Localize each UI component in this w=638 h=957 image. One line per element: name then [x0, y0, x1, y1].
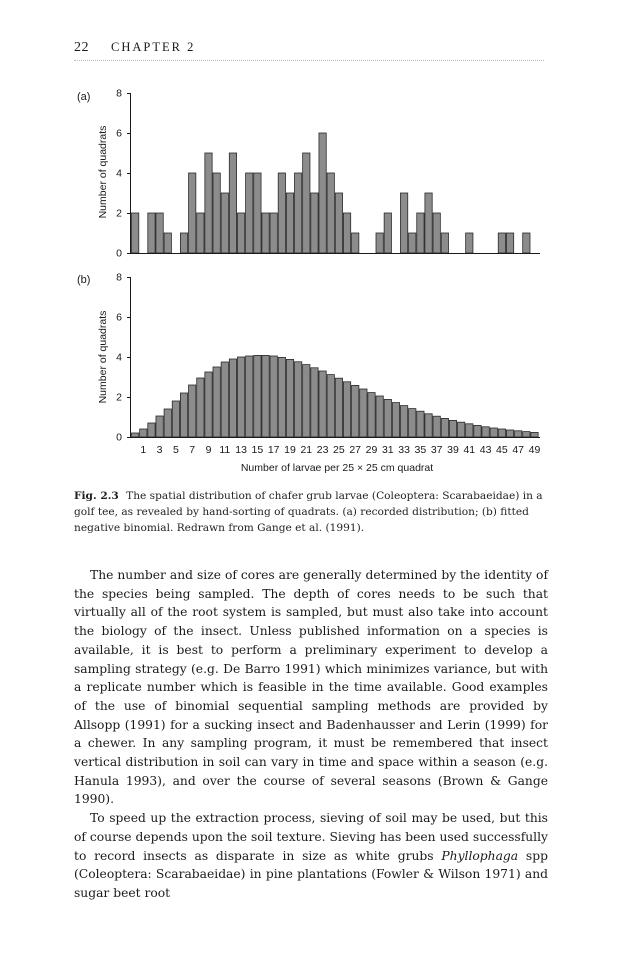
panel-a-bar [270, 213, 277, 253]
panel-a-bar [311, 193, 318, 253]
panel-b-bar [335, 378, 342, 437]
panel-b-ytick-label: 8 [116, 271, 122, 284]
panel-a-bar [189, 173, 196, 253]
panel-b-bar [213, 367, 220, 437]
panel-a-bar [221, 193, 228, 253]
panel-b-bar [449, 420, 456, 437]
panel-a-bar [343, 213, 350, 253]
panel-a-bar [237, 213, 244, 253]
panel-b-bar [482, 427, 489, 437]
panel-b-bar [376, 396, 383, 437]
panel-a-label: (a) [77, 91, 91, 103]
x-tick-label: 37 [430, 444, 443, 456]
panel-b-bar [172, 401, 179, 437]
panel-b-bar [425, 414, 432, 437]
panel-a-bar [254, 173, 261, 253]
panel-b-bar [148, 423, 155, 437]
x-tick-label: 5 [172, 444, 179, 456]
panel-a-bar [164, 233, 171, 253]
panel-b-bar [417, 411, 424, 437]
panel-b-bar [311, 368, 318, 437]
panel-a-bar [498, 233, 505, 253]
x-tick-label: 9 [205, 444, 212, 456]
panel-b-ytick-label: 4 [116, 351, 122, 364]
x-tick-label: 13 [235, 444, 247, 456]
caption-label: Fig. 2.3 [74, 490, 119, 502]
panel-a-bar [466, 233, 473, 253]
panel-b-bar [270, 356, 277, 437]
panel-b-bar [400, 406, 407, 437]
panel-b-bar [466, 424, 473, 437]
panel-b-bar [523, 432, 530, 437]
chapter-title: CHAPTER 2 [111, 40, 196, 54]
x-tick-label: 45 [496, 444, 508, 456]
x-tick-label: 7 [189, 444, 196, 456]
panel-b-bar [327, 375, 334, 437]
panel-a-bar [246, 173, 253, 253]
x-tick-label: 25 [333, 444, 345, 456]
panel-b-bar [164, 409, 171, 437]
panel-a-bar [213, 173, 220, 253]
caption-text: The spatial distribution of chafer grub larvae (Coleoptera: Scarabaeidae) in a golf tee, as revealed by hand-sorting of quadrats. (a) recorded distribution; (b) fitted negative binomial. Redrawn from Gange et al. (1991). [74, 490, 543, 534]
panel-b-bar [515, 431, 522, 437]
x-tick-label: 27 [349, 444, 362, 456]
panel-a-ytick-label: 4 [116, 167, 122, 180]
panel-a-bar [417, 213, 424, 253]
panel-b-bar [498, 429, 505, 437]
panel-a-bar [180, 233, 187, 253]
panel-a-bar [278, 173, 285, 253]
x-tick-label: 15 [251, 444, 264, 456]
panel-b-bar [409, 409, 416, 437]
panel-b-bar [490, 428, 497, 437]
x-tick-label: 21 [300, 444, 313, 456]
panel-b-bar [237, 357, 244, 437]
panel-a-bar [352, 233, 359, 253]
panel-b-ytick-label: 2 [116, 391, 122, 404]
x-tick-label: 41 [463, 444, 476, 456]
panel-b-bar [531, 432, 538, 437]
panel-b-bar [254, 355, 261, 437]
x-tick-label: 11 [219, 444, 231, 456]
panel-b-label: (b) [77, 274, 91, 286]
paragraph-2-start: To speed up the extraction process, sieving of soil may be used, but this of course depends upon the soil texture. Sieving has been used successfully to record insects as disparate in size as white grubs [74, 811, 548, 863]
panel-b-ytick-label: 6 [116, 311, 122, 324]
paragraph-1: The number and size of cores are generally determined by the identity of the species being sampled. The depth of cores needs to be such that virtually all of the root system is sampled, but must also take into account the biology of the insect. Unless published information on a species is available, it is best to perform a preliminary experiment to develop a sampling strategy (e.g. De Barro 1991) which minimizes variance, but with a replicate number which is feasible in the time available. Good examples of the use of binomial sequential sampling methods are provided by Allsopp (1991) for a sucking insect and Badenhausser and Lerin (1999) for a chewer. In any sampling program, it must be remembered that insect vertical distribution in soil can vary in time and space within a season (e.g. Hanula 1993), and over the course of several seasons (Brown & Gange 1990). [74, 568, 548, 807]
x-tick-label: 19 [284, 444, 296, 456]
panel-b-bar [303, 365, 310, 437]
x-tick-label: 35 [414, 444, 427, 456]
x-tick-label: 23 [316, 444, 329, 456]
panel-b-bar [197, 378, 204, 437]
panel-b-ylabel: Number of quadrats [97, 310, 109, 404]
panel-b-ytick-label: 0 [116, 431, 122, 444]
panel-b-bar [229, 359, 236, 437]
panel-b-bar [360, 389, 367, 437]
panel-b-bar [205, 372, 212, 437]
panel-b-bar [458, 422, 465, 437]
page-number: 22 [74, 40, 89, 55]
panel-a-bar [197, 213, 204, 253]
x-tick-label: 31 [381, 444, 394, 456]
panel-b-bar [368, 393, 375, 437]
x-tick-label: 47 [512, 444, 525, 456]
x-tick-label: 29 [365, 444, 378, 456]
panel-b-bar [180, 393, 187, 437]
panel-a-bar [303, 153, 310, 253]
panel-b-bar [246, 356, 253, 437]
panel-a-bar [295, 173, 302, 253]
panel-a-bar [229, 153, 236, 253]
panel-b-bar [474, 425, 481, 437]
panel-a-bar [409, 233, 416, 253]
panel-b-bar [156, 416, 163, 437]
panel-b-bar [441, 418, 448, 437]
panel-a-bar [506, 233, 513, 253]
panel-b-bar [352, 385, 359, 437]
panel-a-bar [132, 213, 139, 253]
panel-a-bar [425, 193, 432, 253]
panel-a-bar [205, 153, 212, 253]
panel-b-bar [319, 371, 326, 437]
genus-name: Phyllophaga [441, 848, 519, 863]
body-text [74, 566, 548, 903]
x-tick-label: 39 [447, 444, 459, 456]
x-tick-label: 43 [479, 444, 492, 456]
x-tick-label: 3 [156, 444, 163, 456]
panel-b-bar [343, 382, 350, 437]
panel-b-bar [286, 359, 293, 437]
x-tick-label: 33 [398, 444, 410, 456]
panel-a-ytick-label: 6 [116, 127, 122, 140]
panel-a [77, 88, 540, 260]
panel-b-bar [295, 362, 302, 437]
panel-a-ytick-label: 0 [116, 247, 122, 260]
panel-a-bar [156, 213, 163, 253]
panel-b [77, 272, 540, 475]
panel-b-bar [392, 403, 399, 437]
panel-b-bar [433, 416, 440, 437]
panel-b-bar [384, 399, 391, 437]
panel-a-ytick-label: 2 [116, 207, 122, 220]
panel-a-bar [441, 233, 448, 253]
paragraph-2 [74, 809, 548, 903]
x-axis-label: Number of larvae per 25 × 25 cm quadrat [240, 462, 434, 474]
panel-a-bar [400, 193, 407, 253]
panel-a-bar [376, 233, 383, 253]
panel-a-ylabel: Number of quadrats [97, 125, 109, 219]
panel-a-bar [319, 133, 326, 253]
panel-a-bar [286, 193, 293, 253]
panel-b-bar [262, 355, 269, 437]
panel-a-bar [523, 233, 530, 253]
panel-a-bar [148, 213, 155, 253]
panel-a-bar [335, 193, 342, 253]
panel-a-ytick-label: 8 [116, 87, 122, 100]
panel-b-bar [132, 433, 139, 437]
x-tick-label: 1 [140, 444, 147, 456]
x-tick-label: 17 [267, 444, 280, 456]
figure-caption [74, 488, 548, 536]
panel-b-bar [140, 429, 147, 437]
panel-b-bar [278, 357, 285, 437]
panel-b-bar [189, 385, 196, 437]
panel-a-bar [327, 173, 334, 253]
panel-b-bar [506, 430, 513, 437]
panel-b-bar [221, 362, 228, 437]
panel-a-bar [433, 213, 440, 253]
panel-a-bar [262, 213, 269, 253]
panel-a-bar [384, 213, 391, 253]
paragraph-2-end: spp (Coleoptera: Scarabaeidae) in pine plantations (Fowler & Wilson 1971) and sugar beet root [74, 848, 548, 900]
x-tick-label: 49 [528, 444, 541, 456]
